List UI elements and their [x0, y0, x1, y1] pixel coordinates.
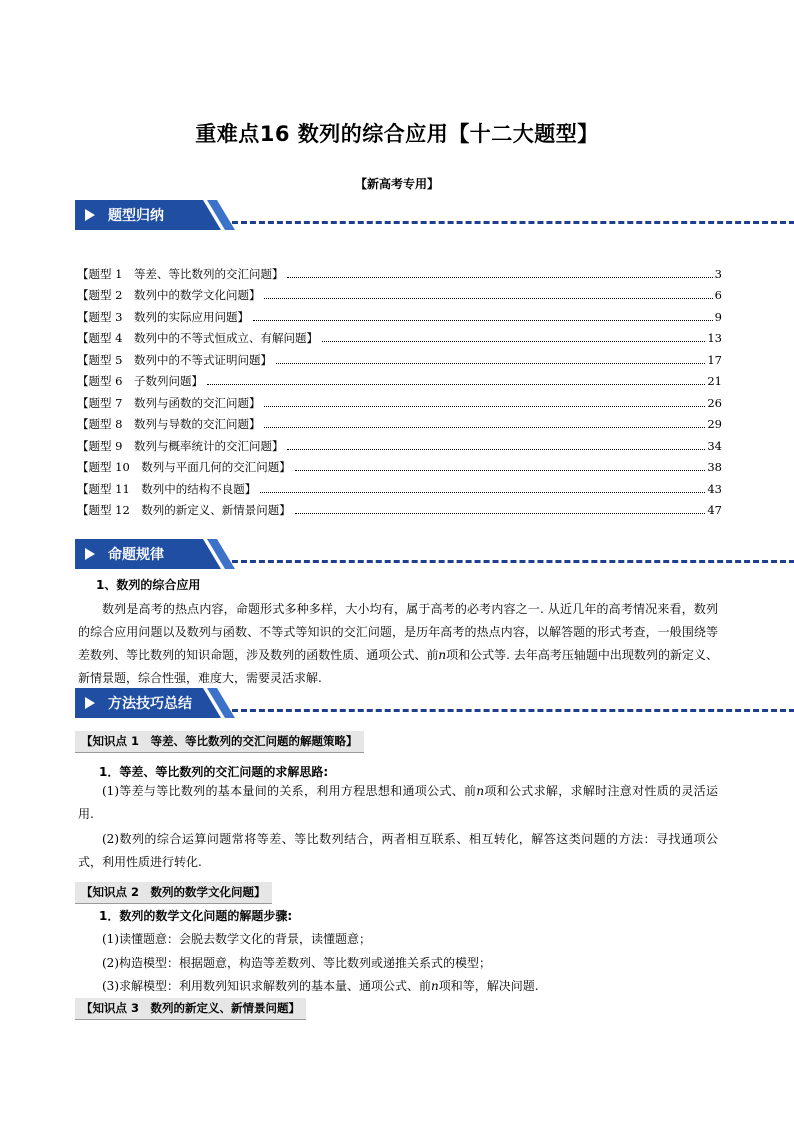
toc-row[interactable] — [77, 259, 722, 281]
k2-step-1: (1)读懂题意：会脱去数学文化的背景，读懂题意； — [102, 932, 371, 946]
toc-label: 【题型 10 数列与平面几何的交汇问题】 — [77, 460, 291, 474]
toc-row[interactable] — [77, 388, 722, 410]
page-subtitle: 【新高考专用】 — [354, 177, 439, 191]
toc-label: 【题型 12 数列的新定义、新情景问题】 — [77, 503, 291, 517]
toc-row[interactable] — [77, 410, 722, 432]
dash-divider — [232, 560, 794, 563]
math-n: n — [438, 648, 447, 662]
play-arrow-icon — [85, 697, 95, 709]
k2-step-3-b: 项和等，解决问题. — [438, 979, 539, 993]
toc-page: 21 — [707, 374, 722, 388]
toc-page: 29 — [707, 417, 722, 431]
dash-divider — [232, 221, 794, 224]
toc-row[interactable] — [77, 496, 722, 518]
rules-text-a: 数列是高考的热点内容，命题形式多种多样，大小均有，属于高考的必考内容之一. 从近几年的高考情况来看，数列的综合应用问题以及数列与函数、不等式等知识的交汇问题，是历年高考的热点内容，以解答题的形式考查，一般围绕等差数列、等比数列的知识命题，涉及数列的函数性质、通项公式、前 — [78, 602, 718, 662]
banner-label: 方法技巧总结 — [108, 696, 192, 712]
toc-row[interactable] — [77, 324, 722, 346]
toc-label: 【题型 6 子数列问题】 — [77, 374, 203, 388]
toc-label: 【题型 1 等差、等比数列的交汇问题】 — [77, 266, 284, 281]
toc-page: 13 — [707, 331, 722, 345]
toc-page: 3 — [714, 266, 722, 281]
banner-rules — [75, 539, 725, 569]
k2-step-3 — [102, 977, 539, 994]
toc-page: 43 — [707, 481, 722, 496]
toc-row[interactable] — [77, 345, 722, 367]
k2-step-2: (2)构造模型：根据题意，构造等差数列、等比数列或递推关系式的模型； — [102, 956, 492, 970]
banner-methods — [75, 688, 725, 718]
toc-label: 【题型 2 数列中的数学文化问题】 — [77, 288, 261, 302]
toc-label: 【题型 7 数列与函数的交汇问题】 — [77, 395, 261, 410]
toc-leader — [322, 341, 705, 342]
toc-label: 【题型 5 数列中的不等式证明问题】 — [77, 352, 272, 367]
knowledge-point-1-para-2 — [78, 828, 718, 874]
toc-leader — [253, 320, 713, 321]
k2-step-3-a: (3)求解模型：利用数列知识求解数列的基本量、通项公式、前 — [102, 979, 432, 993]
toc-row[interactable] — [77, 281, 722, 303]
toc-leader — [287, 277, 712, 278]
toc-page: 6 — [714, 288, 722, 302]
rules-heading: 1、数列的综合应用 — [96, 578, 201, 592]
knowledge-point-3-title: 【知识点 3 数列的新定义、新情景问题】 — [75, 998, 306, 1020]
toc-leader — [264, 298, 712, 299]
k1-text-a: (1)等差与等比数列的基本量间的关系，利用方程思想和通项公式、前 — [102, 784, 477, 798]
toc-leader — [276, 363, 705, 364]
toc-label: 【题型 4 数列中的不等式恒成立、有解问题】 — [77, 331, 318, 345]
toc-leader — [207, 384, 705, 385]
play-arrow-icon — [85, 209, 95, 221]
math-n: n — [476, 784, 485, 798]
rules-paragraph — [78, 598, 718, 690]
banner-label: 题型归纳 — [108, 208, 164, 224]
banner-label: 命题规律 — [108, 547, 164, 563]
toc-label: 【题型 11 数列中的结构不良题】 — [77, 481, 257, 496]
knowledge-point-2-heading: 1．数列的数学文化问题的解题步骤: — [99, 909, 293, 923]
toc-row[interactable] — [77, 302, 722, 324]
rules-text-b: 项和公式等. 去年高考压轴题中出现数列的新定义、新情景题，综合性强，难度大，需要灵活求解. — [78, 648, 718, 685]
banner-types — [75, 200, 725, 230]
toc-row[interactable] — [77, 367, 722, 389]
k1-text-c: (2)数列的综合运算问题常将等差、等比数列结合，两者相互联系、相互转化，解答这类问题的方法：寻找通项公式，利用性质进行转化. — [78, 832, 718, 869]
toc-page: 47 — [707, 503, 722, 517]
toc-page: 26 — [707, 395, 722, 410]
toc-leader — [264, 406, 705, 407]
toc-page: 17 — [707, 352, 722, 367]
toc-page: 38 — [707, 460, 722, 474]
toc-leader — [295, 513, 706, 514]
knowledge-point-2-title: 【知识点 2 数列的数学文化问题】 — [75, 882, 272, 904]
toc-row[interactable] — [77, 474, 722, 496]
toc-label: 【题型 9 数列与概率统计的交汇问题】 — [77, 438, 284, 453]
knowledge-point-1-title: 【知识点 1 等差、等比数列的交汇问题的解题策略】 — [75, 731, 364, 753]
toc-row[interactable] — [77, 431, 722, 453]
toc-leader — [295, 470, 706, 471]
play-arrow-icon — [85, 548, 95, 560]
toc-leader — [287, 449, 705, 450]
toc-page: 9 — [714, 309, 722, 324]
toc-label: 【题型 3 数列的实际应用问题】 — [77, 309, 249, 324]
knowledge-point-1-para-1 — [78, 780, 718, 826]
k1-text-b: 项和公式求解，求解时注意对性质的灵活运用. — [78, 784, 718, 821]
knowledge-point-1-heading: 1．等差、等比数列的交汇问题的求解思路: — [99, 765, 329, 779]
toc-row[interactable] — [77, 453, 722, 475]
math-n: n — [431, 979, 439, 993]
toc-page: 34 — [707, 438, 722, 453]
dash-divider — [232, 709, 794, 712]
toc-leader — [264, 427, 705, 428]
toc-leader — [260, 492, 705, 493]
page-title: 重难点16 数列的综合应用【十二大题型】 — [195, 122, 599, 146]
table-of-contents — [77, 259, 722, 517]
toc-label: 【题型 8 数列与导数的交汇问题】 — [77, 417, 261, 431]
